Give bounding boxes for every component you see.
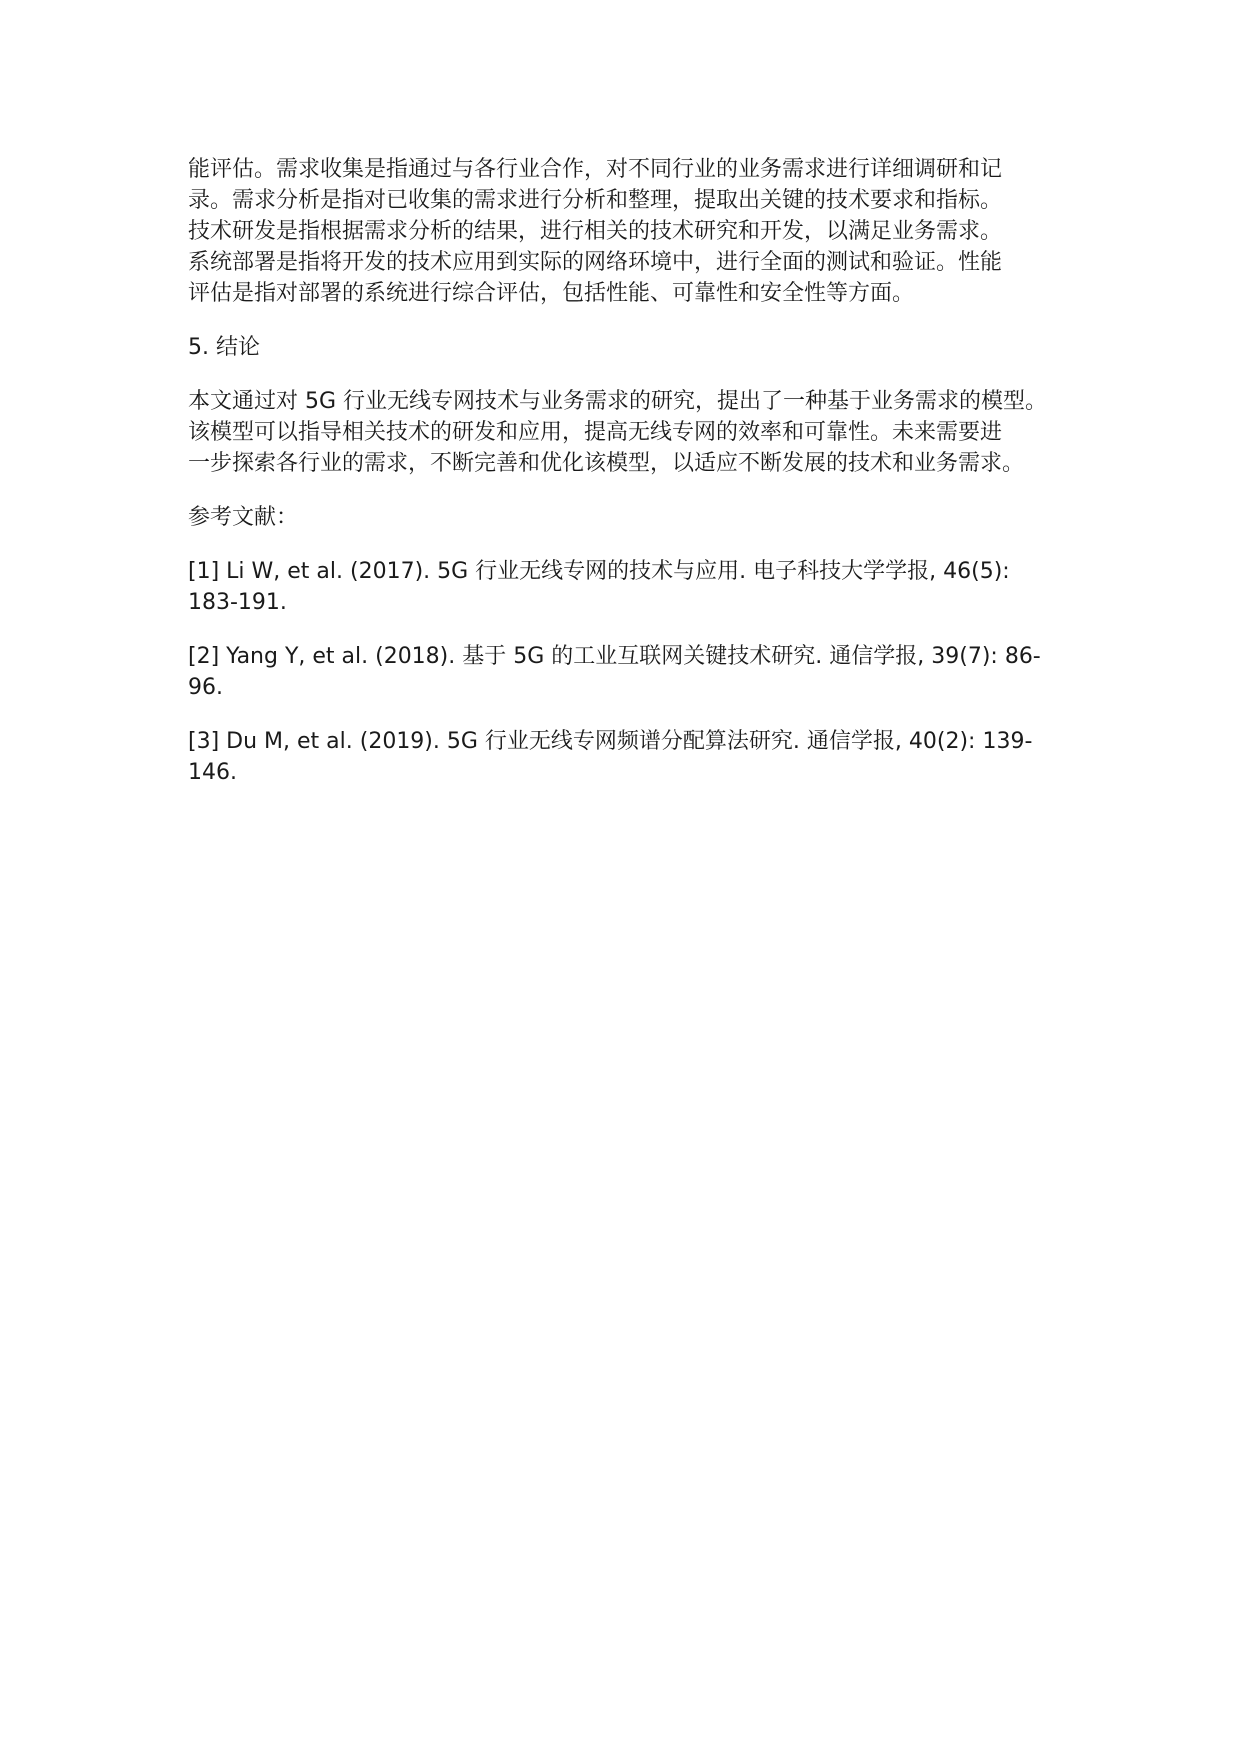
reference-line: 96. [188,675,223,700]
paragraph-line: 该模型可以指导相关技术的研发和应用，提高无线专网的效率和可靠性。未来需要进 [188,420,1003,445]
paragraph-line: 录。需求分析是指对已收集的需求进行分析和整理，提取出关键的技术要求和指标。 [188,188,1003,213]
references-title: 参考文献： [188,505,299,530]
reference-line: 183-191. [188,590,287,615]
reference-item-2 [188,641,1088,703]
page-content [188,154,1088,811]
intro-paragraph [188,154,1088,309]
reference-line: 146. [188,760,237,785]
paragraph-line: 系统部署是指将开发的技术应用到实际的网络环境中，进行全面的测试和验证。性能 [188,250,1003,275]
reference-line: [2] Yang Y, et al. (2018). 基于 5G 的工业互联网关键技术研究. 通信学报, 39(7): 86- [188,644,1041,669]
paragraph-line: 本文通过对 5G 行业无线专网技术与业务需求的研究，提出了一种基于业务需求的模型。 [188,389,1048,414]
paragraph-line: 能评估。需求收集是指通过与各行业合作，对不同行业的业务需求进行详细调研和记 [188,157,1003,182]
reference-line: [1] Li W, et al. (2017). 5G 行业无线专网的技术与应用. 电子科技大学学报, 46(5): [188,559,1010,584]
paragraph-line: 一步探索各行业的需求，不断完善和优化该模型，以适应不断发展的技术和业务需求。 [188,451,1025,476]
reference-item-3 [188,726,1088,788]
paragraph-line: 技术研发是指根据需求分析的结果，进行相关的技术研究和开发，以满足业务需求。 [188,219,1003,244]
reference-line: [3] Du M, et al. (2019). 5G 行业无线专网频谱分配算法研究. 通信学报, 40(2): 139- [188,729,1033,754]
reference-item-1 [188,556,1088,618]
conclusion-paragraph [188,386,1088,479]
conclusion-heading: 5. 结论 [188,335,260,360]
paragraph-line: 评估是指对部署的系统进行综合评估，包括性能、可靠性和安全性等方面。 [188,281,915,306]
